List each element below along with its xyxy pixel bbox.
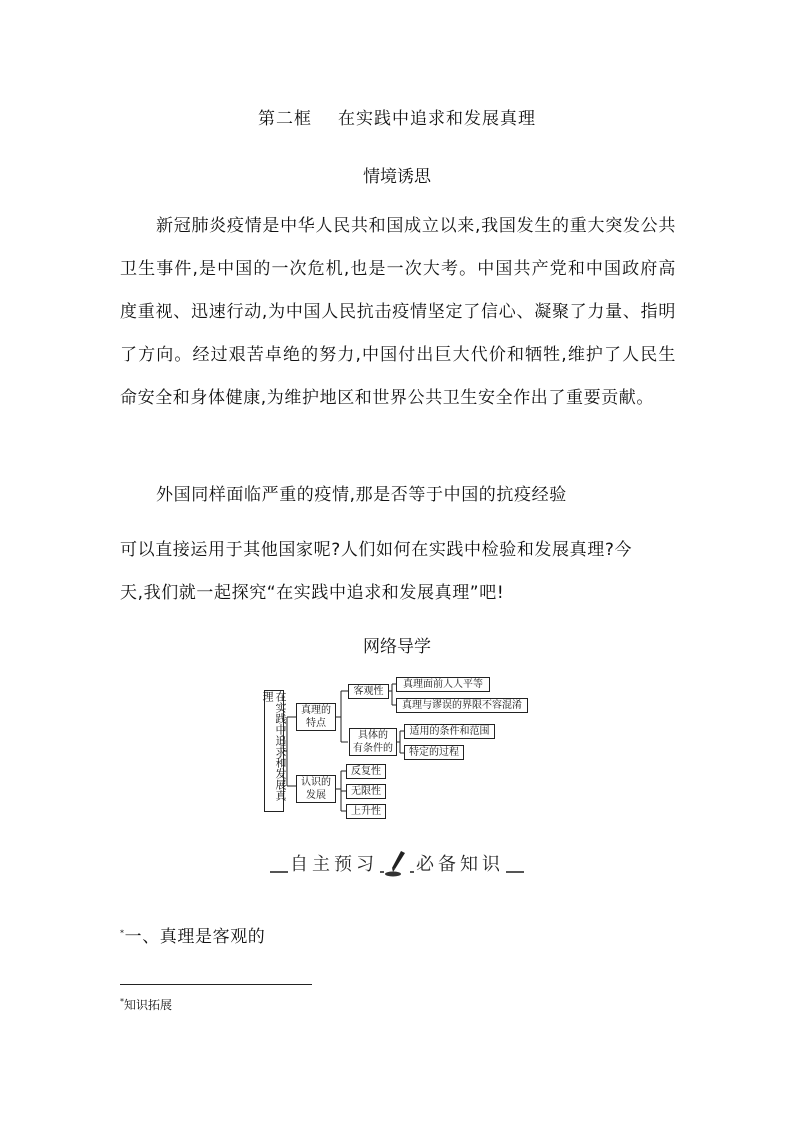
intro-heading: 情境诱思 — [363, 167, 431, 187]
mindmap-node-ascending: 上升性 — [346, 804, 386, 819]
footnote-marker: * — [120, 997, 124, 1006]
mindmap-root: 在实践中追求和发展真理 — [264, 690, 284, 812]
mindmap-node-infinite: 无限性 — [346, 784, 386, 799]
footnote-divider — [120, 984, 312, 985]
network-heading: 网络导学 — [363, 637, 431, 657]
mindmap-branch-truth-features: 真理的 特点 — [296, 703, 336, 731]
section-1-heading — [120, 922, 265, 947]
section-1-marker: * — [120, 928, 125, 938]
mindmap-node-repetitive: 反复性 — [346, 764, 386, 779]
title-part-2: 在实践中追求和发展真理 — [338, 109, 536, 129]
banner-left-text: 自主预习 — [288, 850, 380, 876]
page-title — [0, 104, 794, 129]
mindmap-node-conditional: 具体的 有条件的 — [349, 728, 397, 756]
mindmap-node-conditional-1: 适用的条件和范围 — [404, 724, 495, 739]
section-banner — [270, 848, 524, 878]
intro-paragraph: 新冠肺炎疫情是中华人民共和国成立以来,我国发生的重大突发公共卫生事件,是中国的一次危机,也是一次大考。中国共产党和中国政府高度重视、迅速行动,为中国人民抗击疫情坚定了信心、凝聚了力量、指明了方向。经过艰苦卓绝的努力,中国付出巨大代价和牺牲,维护了人民生命安全和身体健康,为维护地区和世界公共卫生安全作出了重要贡献。 — [120, 216, 676, 408]
footnote-text: 知识拓展 — [124, 998, 173, 1012]
section-1-title: 一、真理是客观的 — [124, 927, 266, 947]
question-line-1: 外国同样面临严重的疫情,那是否等于中国的抗疫经验 — [156, 485, 567, 505]
title-part-1: 第二框 — [258, 109, 312, 129]
mindmap-branch-cognition: 认识的 发展 — [296, 775, 336, 803]
question-line-2: 可以直接运用于其他国家呢?人们如何在实践中检验和发展真理?今 — [120, 540, 633, 560]
footnote — [120, 996, 172, 1013]
mindmap-node-objectivity: 客观性 — [348, 684, 389, 699]
mindmap-node-objectivity-1: 真理面前人人平等 — [396, 677, 490, 692]
mindmap-node-objectivity-2: 真理与谬误的界限不容混淆 — [396, 698, 528, 713]
banner-right-text: 必备知识 — [414, 850, 506, 876]
mindmap-node-conditional-2: 特定的过程 — [404, 745, 464, 760]
question-line-3: 天,我们就一起探究“在实践中追求和发展真理”吧! — [120, 583, 505, 603]
pen-icon — [384, 849, 410, 877]
